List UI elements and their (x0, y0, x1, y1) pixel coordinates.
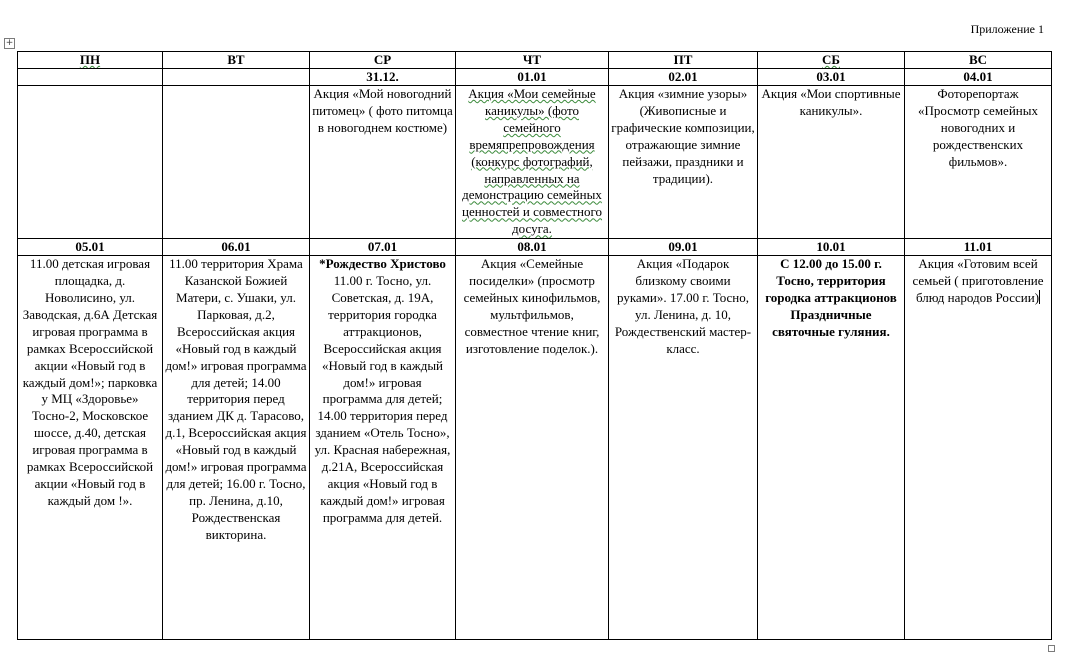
holiday-title: *Рождество Христово (319, 256, 446, 272)
date-cell (18, 69, 163, 86)
event-cell[interactable]: Акция «Мой новогодний питомец» ( фото питомца в новогоднем костюме) (310, 86, 456, 239)
date-cell: 05.01 (18, 239, 163, 256)
table-move-handle-icon[interactable]: + (5, 38, 14, 48)
event-cell[interactable] (905, 256, 1052, 640)
weekday-header-row (18, 52, 1052, 69)
date-cell: 31.12. (310, 69, 456, 86)
event-text: Акция «Готовим всей семьей ( приготовление блюд народов России) (912, 256, 1044, 305)
week2-date-row (18, 239, 1052, 256)
event-cell[interactable]: Акция «Мои спортивные каникулы». (758, 86, 905, 239)
event-cell[interactable] (163, 86, 310, 239)
day-header-sat: СБ (758, 52, 905, 69)
date-cell: 02.01 (609, 69, 758, 86)
date-cell: 09.01 (609, 239, 758, 256)
event-cell[interactable]: Фоторепортаж «Просмотр семейных новогодних и рождественских фильмов». (905, 86, 1052, 239)
text-cursor (1039, 290, 1040, 304)
event-cell[interactable] (758, 256, 905, 640)
event-cell[interactable]: Акция «Подарок близкому своими руками». 17.00 г. Тосно, ул. Ленина, д. 10, Рождественский мастер- класс. (609, 256, 758, 640)
event-cell[interactable]: Акция «зимние узоры» (Живописные и графические композиции, отражающие зимние пейзажи, праздники и традиции). (609, 86, 758, 239)
date-cell: 11.01 (905, 239, 1052, 256)
date-cell: 08.01 (456, 239, 609, 256)
event-cell[interactable] (310, 256, 456, 640)
event-text: Акция «Мои семейные каникулы» (фото семейного времяпрепровождения (конкурс фотографий, направленных на демонстрацию семейных ценностей и совместного досуга. (461, 86, 603, 237)
event-cell[interactable]: Акция «Семейные посиделки» (просмотр семейных кинофильмов, мультфильмов, совместное чтение книг, изготовление поделок.). (456, 256, 609, 640)
date-cell: 03.01 (758, 69, 905, 86)
event-cell[interactable]: 11.00 территория Храма Казанской Божией Матери, с. Ушаки, ул. Парковая, д.2, Всероссийская акция «Новый год в каждый дом!» игровая программа для детей; 14.00 территория перед зданием ДК д. Тарасово, д.1, Всероссийская акция «Новый год в каждый дом!» игровая программа для детей; 16.00 г. Тосно, пр. Ленина, д.10, Рождественская викторина. (163, 256, 310, 640)
event-text: 11.00 г. Тосно, ул. Советская, д. 19А, территория городка аттракционов, Всероссийская акция «Новый год в каждый дом!» игровая программа для детей; 14.00 территория перед зданием «Отель Тосно», ул. Красная набережная, д.21А, Всероссийская акция «Новый год в каждый дом!» игровая программа для детей. (314, 273, 451, 525)
event-cell[interactable] (18, 86, 163, 239)
event-cell[interactable]: 11.00 детская игровая площадка, д. Новолисино, ул. Заводская, д.6А Детская игровая программа в рамках Всероссийской акции «Новый год в каждый дом!»; парковка у МЦ «Здоровье» Тосно-2, Московское шоссе, д.40, детская игровая программа в рамках Всероссийской акции «Новый год в каждый дом !». (18, 256, 163, 640)
date-cell: 10.01 (758, 239, 905, 256)
day-header-thu: ЧТ (456, 52, 609, 69)
table-resize-handle[interactable] (1048, 645, 1055, 652)
date-cell: 07.01 (310, 239, 456, 256)
event-cell[interactable] (456, 86, 609, 239)
date-cell: 04.01 (905, 69, 1052, 86)
week1-date-row (18, 69, 1052, 86)
date-cell (163, 69, 310, 86)
day-header-wed: СР (310, 52, 456, 69)
schedule-table (17, 51, 1052, 640)
event-text: С 12.00 до 15.00 г. Тосно, территория городка аттракционов Праздничные святочные гуляния. (765, 256, 897, 339)
day-header-fri: ПТ (609, 52, 758, 69)
day-header-mon: ПН (18, 52, 163, 69)
day-header-tue: ВТ (163, 52, 310, 69)
day-header-sun: ВС (905, 52, 1052, 69)
appendix-label: Приложение 1 (970, 22, 1044, 36)
week2-events-row (18, 256, 1052, 640)
date-cell: 06.01 (163, 239, 310, 256)
date-cell: 01.01 (456, 69, 609, 86)
week1-events-row (18, 86, 1052, 239)
